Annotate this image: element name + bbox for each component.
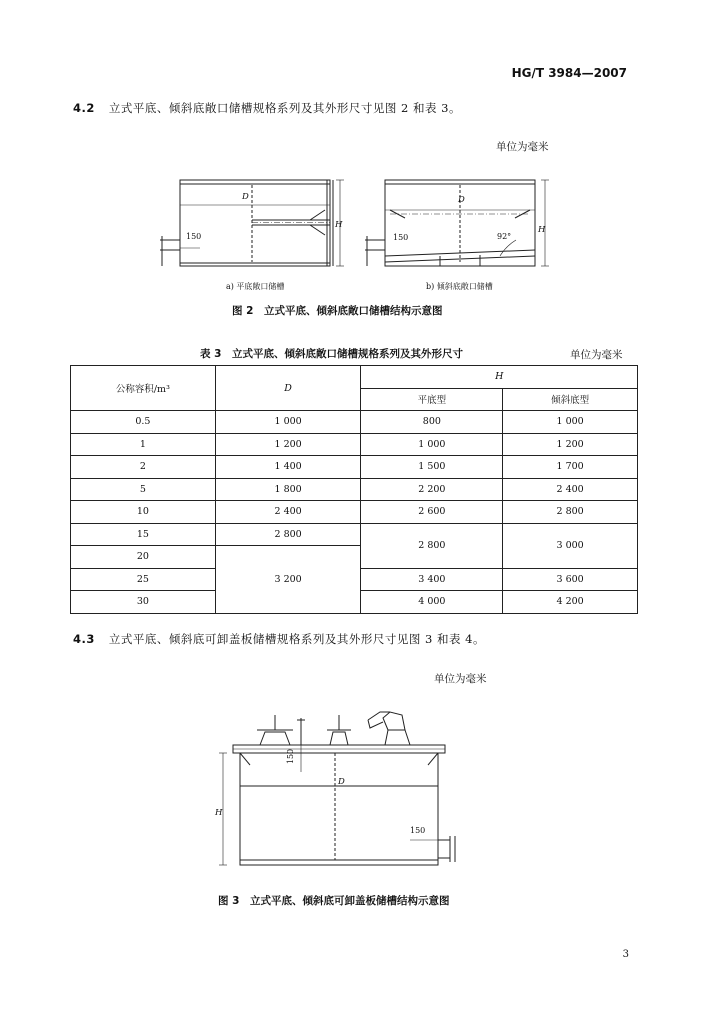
- fig3-label-150-side: 150: [410, 826, 426, 835]
- table3: [70, 365, 638, 614]
- section-4-3-text: 立式平底、倾斜底可卸盖板储槽规格系列及其外形尺寸见图 3 和表 4。: [108, 632, 485, 646]
- table-row: [71, 501, 638, 524]
- table3-unit-note: 单位为毫米: [570, 349, 623, 361]
- table3-title: 表 3 立式平底、倾斜底敞口储槽规格系列及其外形尺寸: [200, 348, 463, 360]
- cell-flat: 800: [361, 411, 503, 434]
- cell-capacity: 25: [71, 568, 216, 591]
- figure2-sub-a-caption: a) 平底敞口储槽: [226, 282, 285, 291]
- sloped-bottom-tank-b: [365, 180, 549, 266]
- cell-D: 3 200: [215, 546, 361, 614]
- section-4-3-number: 4.3: [73, 632, 95, 646]
- header-H: H: [361, 366, 638, 389]
- page-number: 3: [622, 949, 629, 960]
- header-D: D: [215, 366, 361, 411]
- figure3-caption: 图 3 立式平底、倾斜底可卸盖板储槽结构示意图: [218, 895, 450, 907]
- cell-sloped: 2 400: [503, 478, 638, 501]
- table-row: [71, 456, 638, 479]
- cell-sloped: 1 200: [503, 433, 638, 456]
- section-4-3-paragraph: [73, 631, 485, 647]
- table-header-row: [71, 366, 638, 389]
- standard-code: HG/T 3984—2007: [511, 66, 627, 80]
- figure2-caption: 图 2 立式平底、倾斜底敞口储槽结构示意图: [232, 305, 443, 317]
- section-4-2-paragraph: [73, 100, 461, 116]
- fig2a-label-D: D: [242, 192, 249, 202]
- fig3-label-150-top: 150: [286, 748, 296, 765]
- fig3-label-D: D: [338, 777, 345, 787]
- cell-D: 2 800: [215, 523, 361, 546]
- cell-sloped: 1 700: [503, 456, 638, 479]
- cell-capacity: 10: [71, 501, 216, 524]
- figure2-sub-b-caption: b) 倾斜底敞口储槽: [426, 282, 493, 291]
- cell-capacity: 20: [71, 546, 216, 569]
- header-capacity: 公称容积/m³: [71, 366, 216, 411]
- cell-sloped: 2 800: [503, 501, 638, 524]
- cell-sloped: 1 000: [503, 411, 638, 434]
- table-row: [71, 478, 638, 501]
- cell-flat: 2 600: [361, 501, 503, 524]
- figure2-drawing: [150, 170, 560, 280]
- cell-flat: 2 800: [361, 523, 503, 568]
- fig2a-label-150: 150: [186, 232, 202, 241]
- cell-capacity: 0.5: [71, 411, 216, 434]
- cell-capacity: 2: [71, 456, 216, 479]
- cell-capacity: 30: [71, 591, 216, 614]
- cell-capacity: 15: [71, 523, 216, 546]
- fig2b-label-H: H: [538, 225, 546, 235]
- figure3-drawing: [205, 700, 470, 880]
- header-flat: 平底型: [361, 388, 503, 411]
- cell-flat: 4 000: [361, 591, 503, 614]
- table-row: [71, 433, 638, 456]
- cell-flat: 3 400: [361, 568, 503, 591]
- fig2a-label-H: H: [335, 220, 343, 230]
- cell-flat: 2 200: [361, 478, 503, 501]
- cell-D: 2 400: [215, 501, 361, 524]
- cell-D: 1 800: [215, 478, 361, 501]
- cell-D: 1 400: [215, 456, 361, 479]
- cell-flat: 1 000: [361, 433, 503, 456]
- cell-D: 1 200: [215, 433, 361, 456]
- table-row: [71, 523, 638, 546]
- section-4-2-text: 立式平底、倾斜底敞口储槽规格系列及其外形尺寸见图 2 和表 3。: [108, 101, 461, 115]
- table-row: [71, 411, 638, 434]
- figure2-unit-note: 单位为毫米: [496, 141, 549, 153]
- header-sloped: 倾斜底型: [503, 388, 638, 411]
- fig2b-label-150: 150: [393, 233, 409, 242]
- cell-flat: 1 500: [361, 456, 503, 479]
- cell-capacity: 1: [71, 433, 216, 456]
- section-4-2-number: 4.2: [73, 101, 95, 115]
- flat-bottom-tank-a: [160, 180, 344, 266]
- cell-capacity: 5: [71, 478, 216, 501]
- fig3-label-H: H: [215, 808, 223, 818]
- figure3-unit-note: 单位为毫米: [434, 673, 487, 685]
- cell-sloped: 4 200: [503, 591, 638, 614]
- cell-D: 1 000: [215, 411, 361, 434]
- cell-sloped: 3 600: [503, 568, 638, 591]
- fig2b-label-angle: 92°: [497, 232, 512, 241]
- cell-sloped: 3 000: [503, 523, 638, 568]
- fig2b-label-D: D: [458, 195, 465, 205]
